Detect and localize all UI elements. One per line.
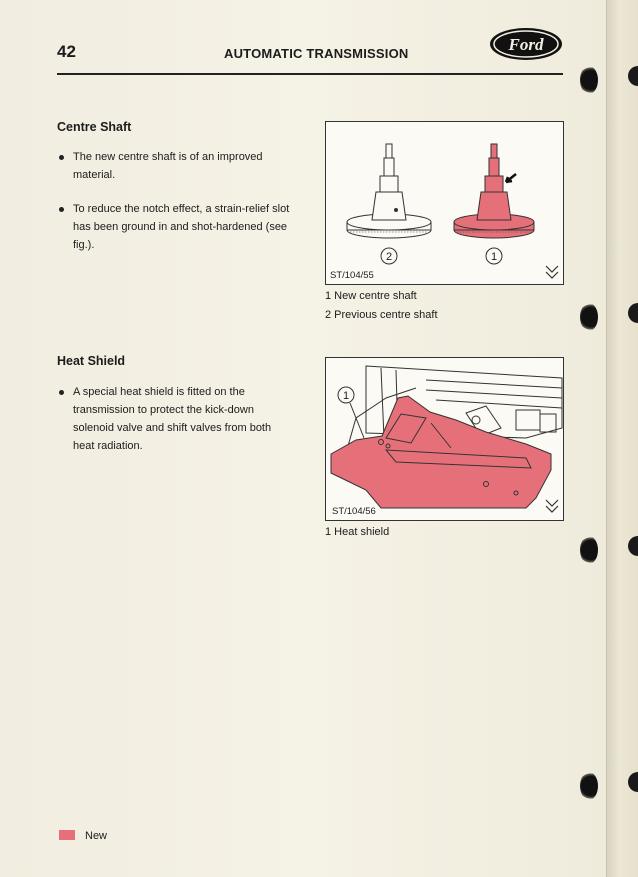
binder-hole (580, 536, 598, 564)
bookmark-icon (546, 500, 558, 512)
new-centre-shaft-drawing (454, 144, 534, 238)
legend-swatch (59, 830, 75, 840)
bullet-text: To reduce the notch effect, a strain-relief slot has been ground in and shot-hardened (see fig.). (73, 203, 290, 251)
figure-centre-shaft (325, 121, 564, 285)
heat-shield-bullets (57, 383, 292, 471)
figure-heat-shield (325, 357, 564, 521)
header-rule (57, 73, 563, 75)
caption-new-centre-shaft: 1 New centre shaft (325, 290, 417, 302)
bullet-text: The new centre shaft is of an improved material. (73, 151, 263, 181)
legend-label: New (85, 830, 108, 842)
caption-previous-centre-shaft: 2 Previous centre shaft (325, 309, 438, 321)
list-item (57, 148, 292, 184)
centre-shaft-illustration (326, 122, 563, 284)
binder-hole (580, 772, 598, 800)
bullet-icon (59, 207, 64, 212)
page-edge (606, 0, 638, 877)
callout-2: 2 (385, 251, 393, 263)
figure-ref: ST/104/56 (332, 506, 376, 517)
binder-hole (580, 303, 598, 331)
section-title-centre-shaft: Centre Shaft (57, 120, 132, 134)
previous-centre-shaft-drawing (347, 144, 431, 238)
centre-shaft-bullets (57, 148, 292, 270)
header-title: AUTOMATIC TRANSMISSION (224, 46, 409, 61)
list-item (57, 383, 292, 455)
list-item (57, 200, 292, 254)
page-number: 42 (57, 42, 76, 61)
callout-1: 1 (342, 390, 350, 402)
caption-heat-shield: 1 Heat shield (325, 526, 390, 538)
section-title-heat-shield: Heat Shield (57, 354, 126, 368)
binder-hole (580, 66, 598, 94)
slot-arrow-icon (506, 174, 516, 182)
ford-logo-text: Ford (508, 35, 544, 54)
bookmark-icon (546, 266, 558, 278)
bullet-icon (59, 390, 64, 395)
heat-shield-illustration (326, 358, 563, 520)
bullet-icon (59, 155, 64, 160)
bullet-text: A special heat shield is fitted on the transmission to protect the kick-down solenoid valve and shift valves from both heat radiation. (73, 386, 272, 452)
figure-ref: ST/104/55 (330, 270, 374, 281)
callout-1: 1 (490, 251, 498, 263)
ford-logo (489, 27, 563, 61)
